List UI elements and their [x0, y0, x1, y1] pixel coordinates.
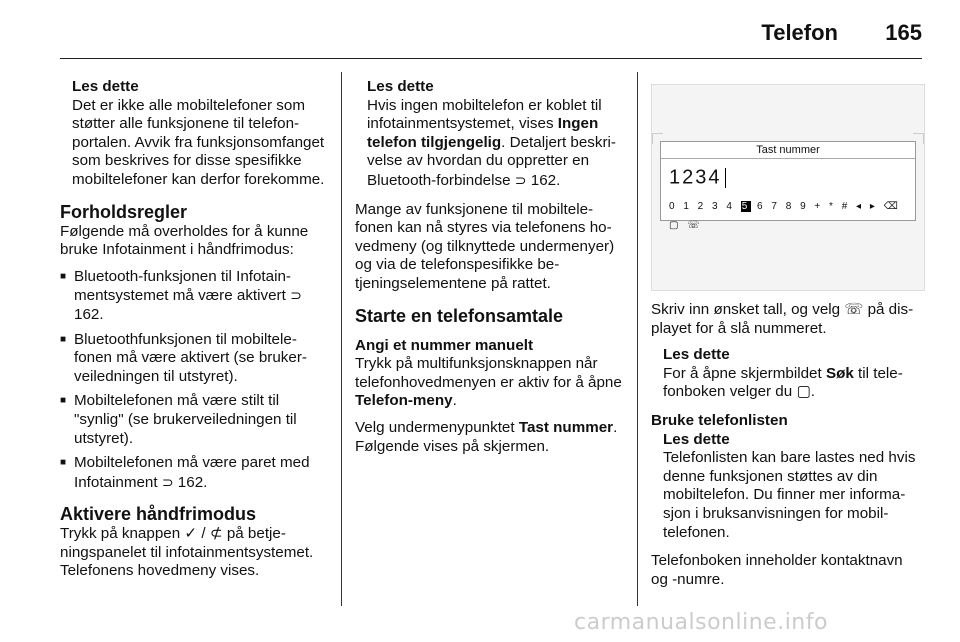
column-divider-2	[637, 72, 638, 606]
selected-key: 5	[741, 201, 751, 212]
note-text: Det er ikke alle mobiltelefoner som støtter alle funksjonene til telefonportalen. Avvik fra funksjonsomfanget som beskrives for disse spesifikke mobiltelefoner kan derfor forekomme.	[72, 96, 325, 188]
list-item: ■ Bluetooth-funksjonen til Infotainmentsystemet må være aktivert ⊃ 162.	[60, 268, 328, 325]
column-3	[651, 78, 923, 597]
column-divider-1	[341, 72, 342, 606]
phone-icon: ☏	[844, 301, 864, 318]
list-item: ■ Mobiltelefonen må være paret med Infotainment ⊃ 162.	[60, 454, 328, 492]
paragraph: Velg undermenypunktet Tast nummer. Følgende vises på skjermen.	[355, 418, 618, 455]
column-1	[60, 78, 328, 589]
display-title: Tast nummer	[661, 142, 915, 159]
note-box: Les dette For å åpne skjermbildet Søk til telefonboken velger du ▢.	[651, 346, 923, 402]
precautions-list	[60, 268, 328, 493]
column-2	[355, 78, 623, 464]
page-number: 165	[885, 20, 922, 45]
note-box	[60, 78, 328, 190]
heading-phonebook: Bruke telefonlisten	[651, 411, 788, 429]
display-illustration	[651, 84, 925, 291]
note-label: Les dette	[367, 78, 434, 95]
paragraph: Skriv inn ønsket tall, og velg ☏ på displayet for å slå nummeret.	[651, 301, 914, 337]
list-item: ■ Bluetoothfunksjonen til mobiltelefonen må være aktivert (se brukerveiledningen til utstyret).	[60, 331, 328, 387]
list-item: ■ Mobiltelefonen må være stilt til "synlig" (se brukerveiledningen til utstyret).	[60, 392, 328, 448]
mute-icon: ⊄	[209, 525, 223, 543]
watermark: carmanualsonline.info	[574, 610, 828, 635]
page-header	[0, 0, 960, 62]
note-label: Les dette	[663, 430, 730, 448]
precautions-intro: Følgende må overholdes for å kunne bruke Infotainment i håndfrimodus:	[60, 222, 309, 259]
heading-start-call: Starte en telefonsamtale	[355, 305, 564, 326]
page-ref-icon: ⊃	[290, 287, 302, 304]
call-button-icon: ✓	[184, 525, 198, 543]
heading-precautions: Forholdsregler	[60, 201, 188, 222]
heading-handsfree: Aktivere håndfrimodus	[60, 504, 257, 525]
page-ref-icon: ⊃	[514, 171, 527, 188]
digit-keyboard: 0 1 2 3 4 5 6 7 8 9 + * # ◂ ▸ ⌫ ▢ ☏	[669, 201, 901, 231]
page-ref-icon: ⊃	[161, 473, 174, 490]
page-title: Telefon	[761, 20, 838, 45]
handsfree-text: Trykk på knappen ✓ / ⊄ på betjeningspanelet til infotainmentsystemet. Telefonens hovedmeny vises.	[60, 525, 314, 580]
paragraph: Telefonboken inneholder kontaktnavn og -numre.	[651, 552, 903, 588]
phonebook-icon: ▢	[796, 383, 811, 401]
paragraph: Mange av funksjonene til mobiltelefonen kan nå styres via telefonens hovedmeny (og tilknyttede undermenyer) og via de telefonspesifikke betjeningselementene på rattet.	[355, 200, 615, 292]
display-frame	[660, 141, 916, 231]
subheading-manual-number: Angi et nummer manuelt	[355, 336, 534, 354]
entered-digits: 1234	[669, 168, 726, 188]
note-box: Les dette Hvis ingen mobiltelefon er koblet til infotainmentsystemet, vises Ingen telefon tilgjengelig. Detaljert beskrivelse av hvordan du oppretter en Bluetooth-forbindelse ⊃ 162.	[355, 78, 623, 191]
paragraph: Trykk på multifunksjonsknappen når telefonhovedmenyen er aktiv for å åpne Telefon-meny.	[355, 355, 622, 410]
header-rule	[60, 58, 922, 59]
note-label: Les dette	[663, 346, 730, 364]
note-box: Les dette Telefonlisten kan bare lastes ned hvis denne funksjonen støttes av din mobiltelefon. Du finner mer informasjon i bruksanvisningen for mobiltelefonen.	[651, 431, 923, 543]
note-label: Les dette	[72, 78, 139, 95]
